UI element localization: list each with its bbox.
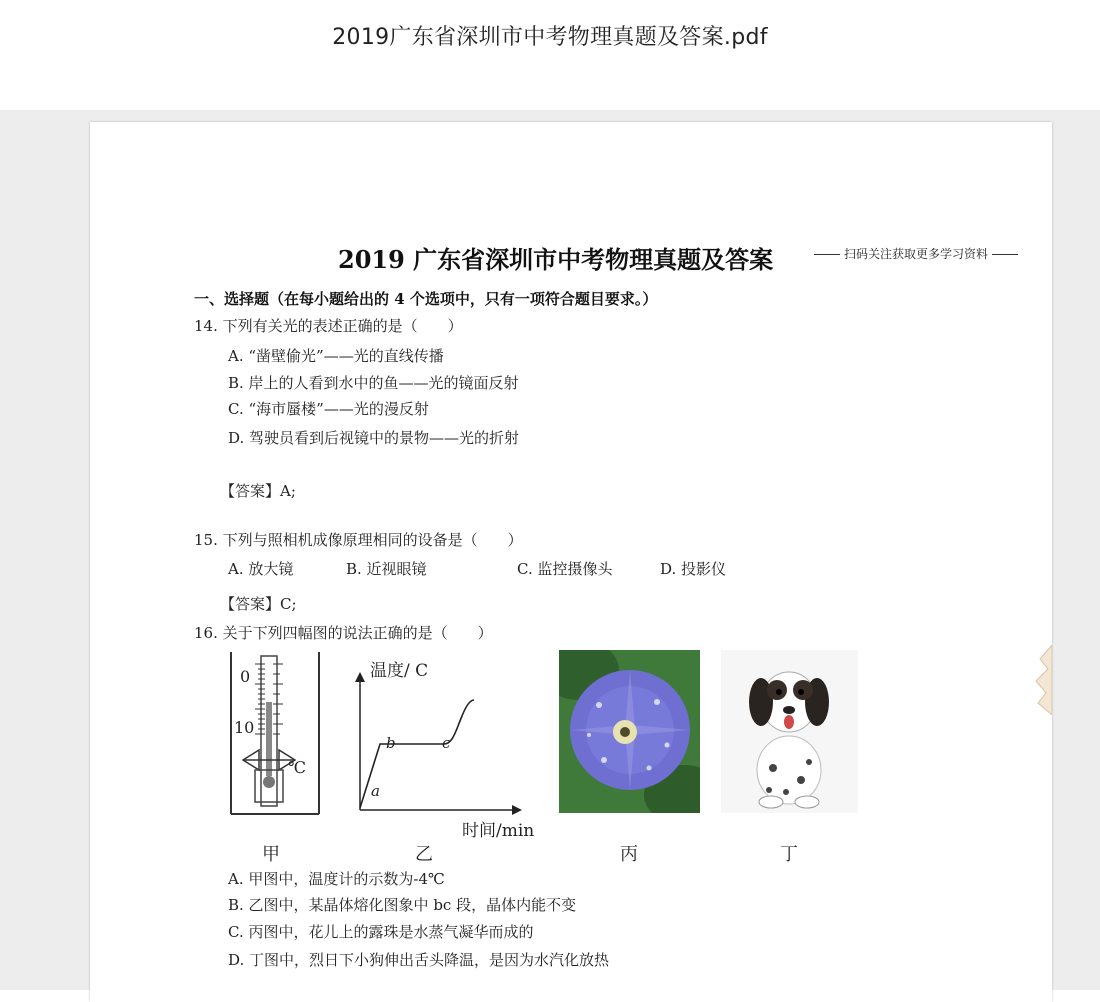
question-16-option-b: B. 乙图中，某晶体熔化图象中 bc 段，晶体内能不变 [228,896,577,914]
figure-label-yi: 乙 [415,844,433,865]
question-15-option-b: B. 近视眼镜 [346,560,427,578]
question-15-option-c: C. 监控摄像头 [517,560,613,578]
question-15-option-d: D. 投影仪 [660,560,727,578]
divider [992,254,1018,255]
page-heading: 2019 广东省深圳市中考物理真题及答案 [338,245,774,274]
thermometer-tick-10: 10 [234,718,255,737]
question-16-stem: 16. 关于下列四幅图的说法正确的是（ ） [194,624,493,642]
graph-ylabel: 温度/ C [370,661,429,681]
pdf-viewer[interactable] [0,110,1100,990]
dog-photo [721,650,858,813]
qr-note: 扫码关注获取更多学习资料 [844,247,989,261]
side-tab-icon[interactable] [1030,645,1052,715]
graph-point-b: b [386,734,396,752]
document-title: 2019广东省深圳市中考物理真题及答案.pdf [332,25,768,50]
question-15-option-a: A. 放大镜 [228,560,294,578]
question-14-stem: 14. 下列有关光的表述正确的是（ ） [194,317,463,335]
question-14-option-d: D. 驾驶员看到后视镜中的景物——光的折射 [228,429,520,447]
figure-label-ding: 丁 [780,844,798,865]
figure-label-bing: 丙 [620,844,638,865]
question-14-option-a: A. “凿壁偷光”——光的直线传播 [228,347,444,365]
question-14-answer: 【答案】A; [220,482,296,500]
question-16-option-c: C. 丙图中，花儿上的露珠是水蒸气凝华而成的 [228,923,534,941]
question-15-stem: 15. 下列与照相机成像原理相同的设备是（ ） [194,531,523,549]
thermometer-unit: ℃ [288,758,306,777]
flower-photo [559,650,700,813]
pdf-page [90,122,1052,1002]
divider [814,254,840,255]
graph-xlabel: 时间/min [462,821,535,841]
question-14-option-b: B. 岸上的人看到水中的鱼——光的镜面反射 [228,374,519,392]
graph-point-a: a [371,782,380,800]
graph-point-c: c [442,734,451,752]
heading-side-note [810,245,1022,262]
section-title: 一、选择题（在每小题给出的 4 个选项中，只有一项符合题目要求。） [194,290,658,308]
figure-label-jia: 甲 [262,844,280,865]
question-15-answer: 【答案】C; [220,595,297,613]
question-14-option-c: C. “海市蜃楼”——光的漫反射 [228,400,429,418]
title-bar [0,0,1100,110]
question-16-option-a: A. 甲图中，温度计的示数为-4℃ [228,870,445,888]
question-16-option-d: D. 丁图中，烈日下小狗伸出舌头降温，是因为水汽化放热 [228,951,610,969]
thermometer-tick-0: 0 [240,667,251,686]
